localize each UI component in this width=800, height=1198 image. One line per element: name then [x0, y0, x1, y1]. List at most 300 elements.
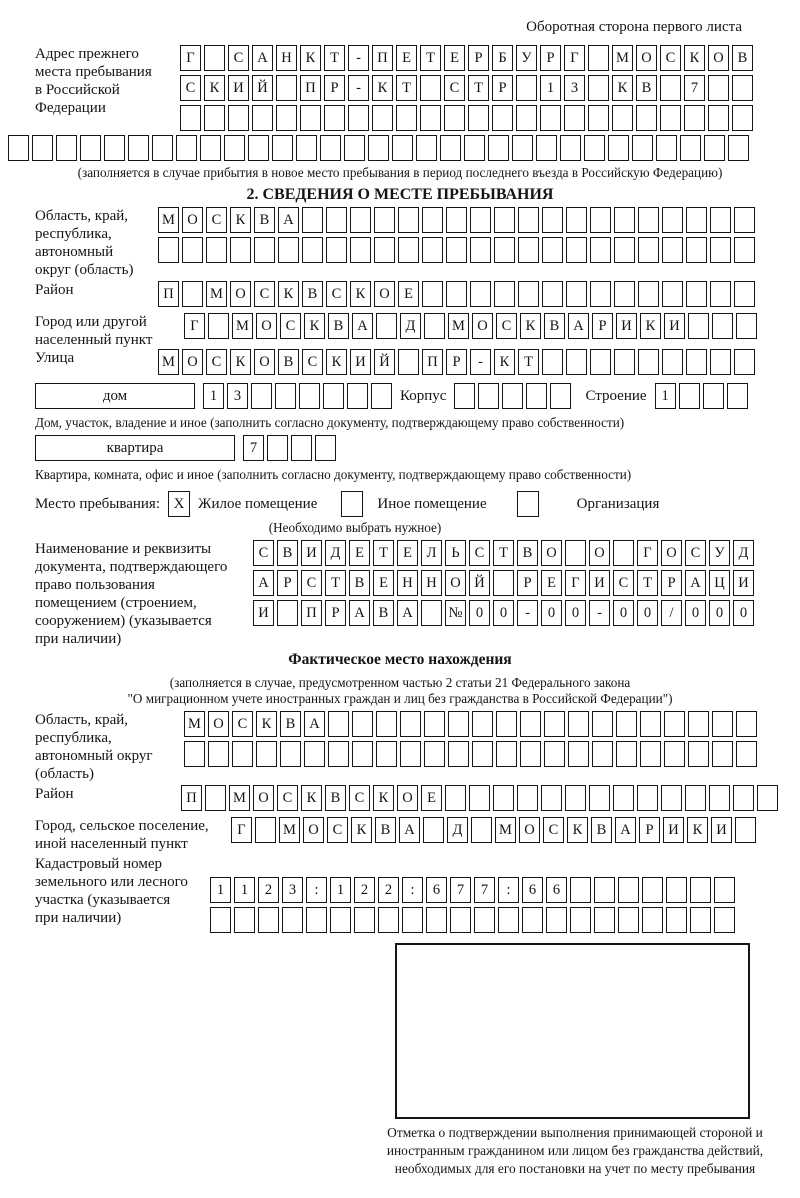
char-cell[interactable] — [640, 711, 661, 737]
char-cell[interactable]: В — [302, 281, 323, 307]
char-cell[interactable]: 3 — [227, 383, 248, 409]
char-cell[interactable]: С — [302, 349, 323, 375]
char-cell[interactable] — [330, 907, 351, 933]
char-cell[interactable]: 0 — [637, 600, 658, 626]
char-cell[interactable] — [594, 907, 615, 933]
char-cell[interactable] — [638, 349, 659, 375]
char-cell[interactable] — [56, 135, 77, 161]
char-cell[interactable] — [446, 207, 467, 233]
char-cell[interactable]: О — [303, 817, 324, 843]
char-cell[interactable] — [234, 907, 255, 933]
char-cell[interactable]: С — [444, 75, 465, 101]
char-cell[interactable]: Й — [469, 570, 490, 596]
char-cell[interactable]: И — [350, 349, 371, 375]
char-cell[interactable]: П — [158, 281, 179, 307]
char-cell[interactable]: Р — [325, 600, 346, 626]
char-cell[interactable] — [544, 741, 565, 767]
char-cell[interactable]: В — [254, 207, 275, 233]
char-cell[interactable] — [448, 711, 469, 737]
char-cell[interactable] — [588, 105, 609, 131]
char-cell[interactable] — [352, 711, 373, 737]
char-cell[interactable] — [350, 207, 371, 233]
char-cell[interactable] — [688, 741, 709, 767]
char-cell[interactable] — [640, 741, 661, 767]
char-cell[interactable]: М — [448, 313, 469, 339]
char-cell[interactable] — [594, 877, 615, 903]
organization-checkbox[interactable] — [517, 491, 539, 517]
char-cell[interactable] — [662, 207, 683, 233]
char-cell[interactable] — [272, 135, 293, 161]
char-cell[interactable] — [565, 540, 586, 566]
char-cell[interactable] — [440, 135, 461, 161]
char-cell[interactable]: В — [732, 45, 753, 71]
char-cell[interactable]: О — [208, 711, 229, 737]
char-cell[interactable]: О — [374, 281, 395, 307]
char-cell[interactable] — [252, 105, 273, 131]
char-cell[interactable] — [328, 711, 349, 737]
char-cell[interactable]: 1 — [203, 383, 224, 409]
char-cell[interactable]: П — [181, 785, 202, 811]
char-cell[interactable]: Р — [492, 75, 513, 101]
char-cell[interactable] — [570, 907, 591, 933]
char-cell[interactable] — [568, 711, 589, 737]
char-cell[interactable] — [712, 741, 733, 767]
char-cell[interactable]: - — [348, 45, 369, 71]
char-cell[interactable] — [636, 105, 657, 131]
char-cell[interactable] — [526, 383, 547, 409]
char-cell[interactable] — [280, 741, 301, 767]
char-cell[interactable] — [703, 383, 724, 409]
char-cell[interactable] — [712, 313, 733, 339]
char-cell[interactable]: М — [279, 817, 300, 843]
char-cell[interactable]: 1 — [655, 383, 676, 409]
char-cell[interactable]: Е — [398, 281, 419, 307]
char-cell[interactable]: А — [304, 711, 325, 737]
char-cell[interactable] — [277, 600, 298, 626]
char-cell[interactable] — [498, 907, 519, 933]
char-cell[interactable] — [520, 711, 541, 737]
char-cell[interactable] — [376, 711, 397, 737]
char-cell[interactable]: К — [304, 313, 325, 339]
char-cell[interactable] — [315, 435, 336, 461]
char-cell[interactable] — [494, 237, 515, 263]
char-cell[interactable]: Р — [277, 570, 298, 596]
char-cell[interactable]: Д — [400, 313, 421, 339]
char-cell[interactable]: В — [373, 600, 394, 626]
char-cell[interactable] — [344, 135, 365, 161]
char-cell[interactable]: Г — [637, 540, 658, 566]
char-cell[interactable] — [376, 741, 397, 767]
char-cell[interactable]: К — [301, 785, 322, 811]
char-cell[interactable]: И — [663, 817, 684, 843]
char-cell[interactable]: К — [278, 281, 299, 307]
char-cell[interactable]: С — [660, 45, 681, 71]
char-cell[interactable] — [205, 785, 226, 811]
char-cell[interactable]: Р — [540, 45, 561, 71]
char-cell[interactable]: : — [402, 877, 423, 903]
char-cell[interactable]: - — [589, 600, 610, 626]
char-cell[interactable]: 7 — [684, 75, 705, 101]
char-cell[interactable] — [398, 237, 419, 263]
char-cell[interactable]: К — [256, 711, 277, 737]
char-cell[interactable]: М — [158, 207, 179, 233]
char-cell[interactable] — [158, 237, 179, 263]
char-cell[interactable]: Е — [421, 785, 442, 811]
char-cell[interactable] — [712, 711, 733, 737]
char-cell[interactable] — [210, 907, 231, 933]
char-cell[interactable] — [256, 741, 277, 767]
char-cell[interactable] — [518, 207, 539, 233]
char-cell[interactable] — [371, 383, 392, 409]
char-cell[interactable]: Д — [447, 817, 468, 843]
char-cell[interactable]: С — [301, 570, 322, 596]
char-cell[interactable] — [518, 281, 539, 307]
char-cell[interactable]: Й — [374, 349, 395, 375]
char-cell[interactable]: - — [348, 75, 369, 101]
char-cell[interactable] — [421, 600, 442, 626]
char-cell[interactable] — [472, 741, 493, 767]
char-cell[interactable] — [679, 383, 700, 409]
char-cell[interactable]: Г — [180, 45, 201, 71]
char-cell[interactable] — [304, 741, 325, 767]
char-cell[interactable]: И — [733, 570, 754, 596]
apartment-box[interactable]: квартира — [35, 435, 235, 461]
char-cell[interactable] — [564, 105, 585, 131]
char-cell[interactable]: К — [567, 817, 588, 843]
char-cell[interactable] — [568, 741, 589, 767]
char-cell[interactable] — [664, 711, 685, 737]
char-cell[interactable] — [368, 135, 389, 161]
char-cell[interactable]: М — [495, 817, 516, 843]
char-cell[interactable] — [402, 907, 423, 933]
char-cell[interactable] — [320, 135, 341, 161]
char-cell[interactable]: О — [397, 785, 418, 811]
char-cell[interactable] — [464, 135, 485, 161]
char-cell[interactable]: К — [230, 207, 251, 233]
char-cell[interactable] — [735, 817, 756, 843]
char-cell[interactable] — [688, 711, 709, 737]
char-cell[interactable] — [204, 105, 225, 131]
char-cell[interactable] — [424, 313, 445, 339]
char-cell[interactable] — [613, 785, 634, 811]
char-cell[interactable] — [589, 785, 610, 811]
char-cell[interactable] — [661, 785, 682, 811]
char-cell[interactable] — [642, 907, 663, 933]
char-cell[interactable]: Р — [324, 75, 345, 101]
char-cell[interactable]: 2 — [258, 877, 279, 903]
char-cell[interactable] — [709, 785, 730, 811]
char-cell[interactable]: В — [517, 540, 538, 566]
char-cell[interactable]: У — [709, 540, 730, 566]
char-cell[interactable]: М — [206, 281, 227, 307]
char-cell[interactable] — [686, 207, 707, 233]
char-cell[interactable] — [686, 237, 707, 263]
char-cell[interactable]: К — [687, 817, 708, 843]
char-cell[interactable] — [540, 105, 561, 131]
char-cell[interactable]: С — [469, 540, 490, 566]
char-cell[interactable]: У — [516, 45, 537, 71]
char-cell[interactable] — [446, 281, 467, 307]
char-cell[interactable]: М — [232, 313, 253, 339]
char-cell[interactable] — [614, 237, 635, 263]
char-cell[interactable]: О — [256, 313, 277, 339]
char-cell[interactable] — [392, 135, 413, 161]
char-cell[interactable]: В — [591, 817, 612, 843]
char-cell[interactable]: 0 — [733, 600, 754, 626]
char-cell[interactable] — [494, 281, 515, 307]
char-cell[interactable] — [206, 237, 227, 263]
char-cell[interactable] — [590, 237, 611, 263]
char-cell[interactable]: 7 — [450, 877, 471, 903]
char-cell[interactable] — [566, 349, 587, 375]
char-cell[interactable]: Ц — [709, 570, 730, 596]
char-cell[interactable]: № — [445, 600, 466, 626]
char-cell[interactable]: В — [277, 540, 298, 566]
char-cell[interactable] — [614, 349, 635, 375]
char-cell[interactable] — [424, 741, 445, 767]
char-cell[interactable]: Р — [639, 817, 660, 843]
char-cell[interactable]: О — [472, 313, 493, 339]
char-cell[interactable] — [522, 907, 543, 933]
char-cell[interactable]: К — [230, 349, 251, 375]
char-cell[interactable] — [378, 907, 399, 933]
char-cell[interactable] — [469, 785, 490, 811]
char-cell[interactable]: А — [349, 600, 370, 626]
char-cell[interactable] — [324, 105, 345, 131]
char-cell[interactable]: Е — [541, 570, 562, 596]
char-cell[interactable] — [182, 281, 203, 307]
char-cell[interactable]: С — [280, 313, 301, 339]
char-cell[interactable] — [426, 907, 447, 933]
char-cell[interactable] — [518, 237, 539, 263]
char-cell[interactable] — [446, 237, 467, 263]
char-cell[interactable] — [517, 785, 538, 811]
char-cell[interactable] — [496, 741, 517, 767]
char-cell[interactable] — [584, 135, 605, 161]
char-cell[interactable]: 6 — [546, 877, 567, 903]
char-cell[interactable] — [592, 741, 613, 767]
char-cell[interactable] — [710, 207, 731, 233]
char-cell[interactable]: Н — [397, 570, 418, 596]
char-cell[interactable] — [560, 135, 581, 161]
char-cell[interactable]: Е — [396, 45, 417, 71]
char-cell[interactable]: 0 — [493, 600, 514, 626]
char-cell[interactable] — [732, 75, 753, 101]
char-cell[interactable] — [732, 105, 753, 131]
char-cell[interactable] — [420, 105, 441, 131]
char-cell[interactable] — [204, 45, 225, 71]
char-cell[interactable] — [618, 877, 639, 903]
char-cell[interactable] — [660, 105, 681, 131]
house-box[interactable]: дом — [35, 383, 195, 409]
char-cell[interactable] — [104, 135, 125, 161]
char-cell[interactable] — [542, 237, 563, 263]
char-cell[interactable]: С — [327, 817, 348, 843]
char-cell[interactable]: 0 — [709, 600, 730, 626]
char-cell[interactable]: В — [325, 785, 346, 811]
char-cell[interactable] — [666, 907, 687, 933]
char-cell[interactable]: К — [612, 75, 633, 101]
char-cell[interactable]: С — [543, 817, 564, 843]
char-cell[interactable]: Т — [373, 540, 394, 566]
char-cell[interactable] — [590, 207, 611, 233]
char-cell[interactable] — [276, 75, 297, 101]
char-cell[interactable] — [614, 207, 635, 233]
char-cell[interactable] — [632, 135, 653, 161]
char-cell[interactable] — [710, 237, 731, 263]
char-cell[interactable]: 1 — [330, 877, 351, 903]
char-cell[interactable] — [616, 741, 637, 767]
char-cell[interactable] — [398, 349, 419, 375]
char-cell[interactable]: 0 — [565, 600, 586, 626]
char-cell[interactable]: О — [519, 817, 540, 843]
char-cell[interactable] — [302, 237, 323, 263]
char-cell[interactable]: С — [253, 540, 274, 566]
char-cell[interactable] — [638, 207, 659, 233]
char-cell[interactable] — [520, 741, 541, 767]
char-cell[interactable] — [422, 237, 443, 263]
char-cell[interactable]: Р — [468, 45, 489, 71]
char-cell[interactable] — [590, 349, 611, 375]
char-cell[interactable]: О — [636, 45, 657, 71]
char-cell[interactable] — [666, 877, 687, 903]
char-cell[interactable]: К — [300, 45, 321, 71]
char-cell[interactable]: В — [544, 313, 565, 339]
char-cell[interactable]: С — [180, 75, 201, 101]
char-cell[interactable] — [685, 785, 706, 811]
char-cell[interactable]: А — [252, 45, 273, 71]
char-cell[interactable] — [565, 785, 586, 811]
char-cell[interactable] — [502, 383, 523, 409]
char-cell[interactable] — [470, 207, 491, 233]
char-cell[interactable] — [570, 877, 591, 903]
char-cell[interactable] — [276, 105, 297, 131]
char-cell[interactable] — [590, 281, 611, 307]
char-cell[interactable] — [423, 817, 444, 843]
char-cell[interactable]: : — [306, 877, 327, 903]
char-cell[interactable]: А — [568, 313, 589, 339]
char-cell[interactable]: Н — [276, 45, 297, 71]
char-cell[interactable] — [516, 75, 537, 101]
char-cell[interactable]: К — [350, 281, 371, 307]
char-cell[interactable]: В — [278, 349, 299, 375]
char-cell[interactable]: С — [349, 785, 370, 811]
char-cell[interactable]: Б — [492, 45, 513, 71]
char-cell[interactable] — [472, 711, 493, 737]
char-cell[interactable]: 0 — [541, 600, 562, 626]
char-cell[interactable]: 6 — [426, 877, 447, 903]
char-cell[interactable] — [736, 313, 757, 339]
char-cell[interactable]: Е — [397, 540, 418, 566]
char-cell[interactable]: Т — [637, 570, 658, 596]
char-cell[interactable] — [282, 907, 303, 933]
char-cell[interactable]: А — [278, 207, 299, 233]
char-cell[interactable] — [493, 570, 514, 596]
char-cell[interactable] — [328, 741, 349, 767]
char-cell[interactable]: 0 — [685, 600, 706, 626]
char-cell[interactable] — [588, 75, 609, 101]
char-cell[interactable] — [184, 741, 205, 767]
char-cell[interactable] — [208, 313, 229, 339]
char-cell[interactable] — [616, 711, 637, 737]
char-cell[interactable] — [492, 105, 513, 131]
char-cell[interactable]: К — [640, 313, 661, 339]
char-cell[interactable] — [416, 135, 437, 161]
char-cell[interactable]: - — [470, 349, 491, 375]
residential-checkbox[interactable]: X — [168, 491, 190, 517]
char-cell[interactable] — [566, 207, 587, 233]
char-cell[interactable]: Г — [565, 570, 586, 596]
char-cell[interactable] — [541, 785, 562, 811]
char-cell[interactable] — [662, 281, 683, 307]
char-cell[interactable]: И — [301, 540, 322, 566]
char-cell[interactable]: В — [375, 817, 396, 843]
char-cell[interactable]: 0 — [613, 600, 634, 626]
char-cell[interactable]: О — [589, 540, 610, 566]
char-cell[interactable]: И — [228, 75, 249, 101]
char-cell[interactable] — [258, 907, 279, 933]
char-cell[interactable]: И — [616, 313, 637, 339]
char-cell[interactable] — [733, 785, 754, 811]
char-cell[interactable]: 6 — [522, 877, 543, 903]
char-cell[interactable]: Т — [420, 45, 441, 71]
char-cell[interactable]: К — [326, 349, 347, 375]
char-cell[interactable] — [128, 135, 149, 161]
char-cell[interactable] — [230, 237, 251, 263]
char-cell[interactable] — [232, 741, 253, 767]
char-cell[interactable]: О — [182, 349, 203, 375]
char-cell[interactable]: Т — [325, 570, 346, 596]
char-cell[interactable]: С — [326, 281, 347, 307]
char-cell[interactable]: М — [612, 45, 633, 71]
char-cell[interactable] — [592, 711, 613, 737]
char-cell[interactable]: К — [373, 785, 394, 811]
char-cell[interactable] — [291, 435, 312, 461]
char-cell[interactable]: Н — [421, 570, 442, 596]
char-cell[interactable]: С — [228, 45, 249, 71]
char-cell[interactable]: С — [277, 785, 298, 811]
char-cell[interactable] — [734, 207, 755, 233]
char-cell[interactable] — [347, 383, 368, 409]
char-cell[interactable] — [176, 135, 197, 161]
char-cell[interactable]: О — [708, 45, 729, 71]
char-cell[interactable]: И — [664, 313, 685, 339]
char-cell[interactable] — [714, 907, 735, 933]
char-cell[interactable]: Е — [349, 540, 370, 566]
char-cell[interactable]: Р — [446, 349, 467, 375]
char-cell[interactable] — [468, 105, 489, 131]
char-cell[interactable] — [708, 105, 729, 131]
char-cell[interactable] — [690, 877, 711, 903]
char-cell[interactable] — [302, 207, 323, 233]
char-cell[interactable] — [251, 383, 272, 409]
char-cell[interactable] — [224, 135, 245, 161]
char-cell[interactable]: С — [206, 207, 227, 233]
char-cell[interactable]: И — [253, 600, 274, 626]
char-cell[interactable] — [642, 877, 663, 903]
char-cell[interactable] — [516, 105, 537, 131]
char-cell[interactable]: К — [684, 45, 705, 71]
char-cell[interactable]: Р — [661, 570, 682, 596]
char-cell[interactable]: О — [253, 785, 274, 811]
char-cell[interactable] — [566, 237, 587, 263]
char-cell[interactable] — [734, 281, 755, 307]
char-cell[interactable]: Ь — [445, 540, 466, 566]
char-cell[interactable]: А — [253, 570, 274, 596]
char-cell[interactable] — [478, 383, 499, 409]
char-cell[interactable] — [544, 711, 565, 737]
char-cell[interactable]: Е — [444, 45, 465, 71]
